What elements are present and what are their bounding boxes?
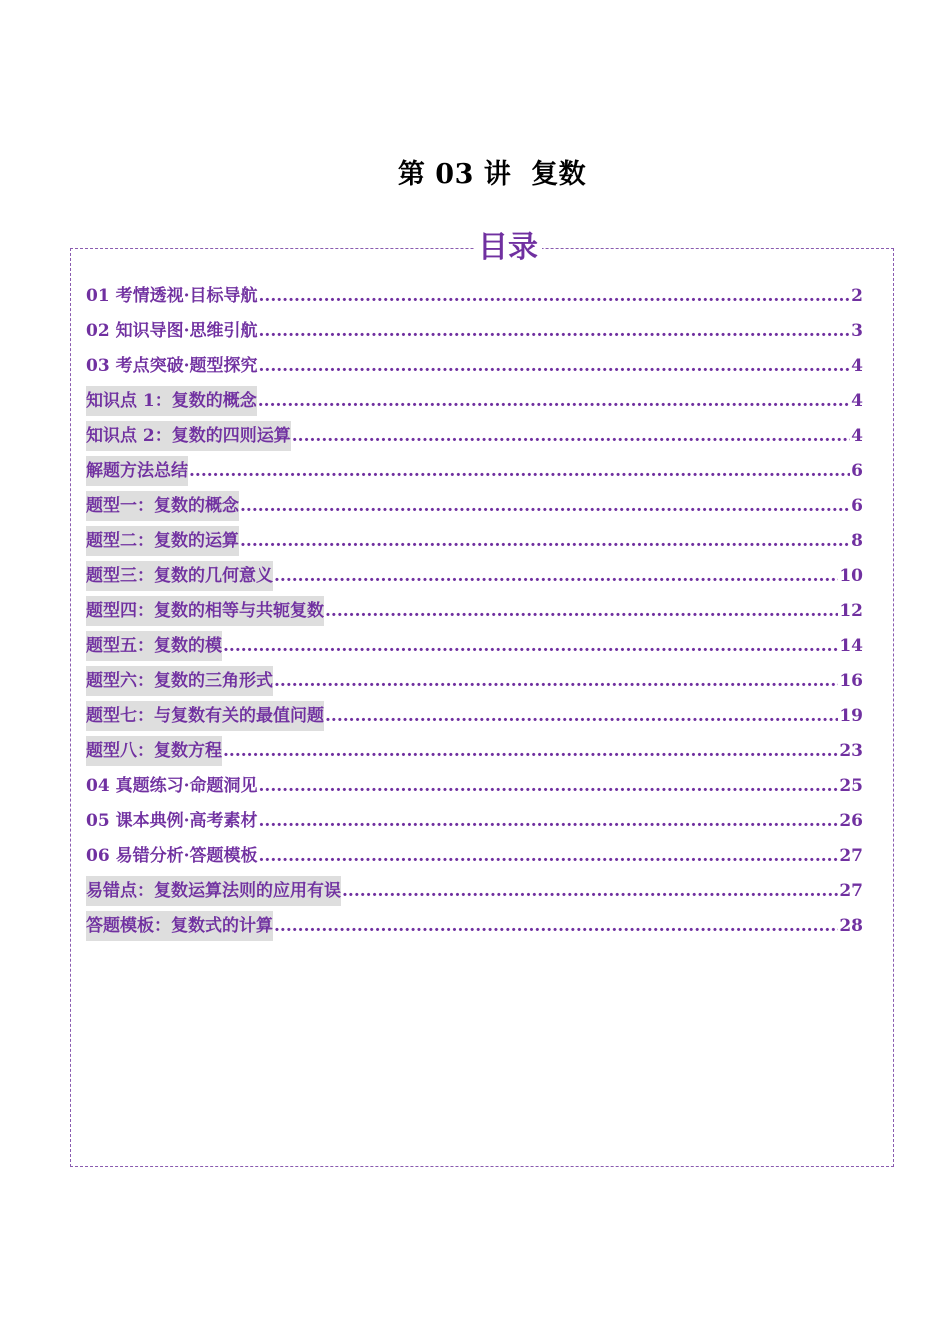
toc-leader-dots [259,806,839,836]
toc-heading [0,228,950,268]
toc-item-page: 10 [839,566,863,586]
toc-item[interactable] [86,666,863,701]
toc-list [86,281,863,946]
toc-item-page: 25 [839,776,863,796]
toc-leader-dots [325,596,838,626]
toc-leader-dots [259,351,851,381]
toc-leader-dots [223,631,838,661]
toc-item-label: 知识点 1：复数的概念 [86,386,257,416]
toc-item-page: 19 [839,706,863,726]
toc-item-label: 知识点 2：复数的四则运算 [86,421,291,451]
toc-item[interactable] [86,701,863,736]
toc-item-page: 4 [851,391,863,411]
toc-item-label: 04 真题练习·命题洞见 [86,776,258,796]
toc-leader-dots [223,736,838,766]
toc-item[interactable] [86,841,863,876]
toc-leader-dots [259,771,839,801]
toc-item-page: 14 [839,636,863,656]
toc-item-page: 2 [851,286,863,306]
toc-item-label: 题型六：复数的三角形式 [86,666,273,696]
toc-item-page: 27 [839,846,863,866]
toc-item-label: 解题方法总结 [86,456,188,486]
toc-leader-dots [259,841,839,871]
toc-leader-dots [274,561,838,591]
toc-leader-dots [259,281,851,311]
toc-item-label: 05 课本典例·高考素材 [86,811,258,831]
toc-leader-dots [189,456,850,486]
page-title: 第 03 讲 复数 [397,159,587,190]
toc-item-page: 12 [839,601,863,621]
toc-item[interactable] [86,911,863,946]
toc-item-page: 4 [851,426,863,446]
toc-leader-dots [258,386,850,416]
toc-item[interactable] [86,491,863,526]
toc-item-label: 03 考点突破·题型探究 [86,356,258,376]
toc-item-page: 6 [851,461,863,481]
toc-item-label: 题型五：复数的模 [86,631,222,661]
toc-item-label: 题型二：复数的运算 [86,526,239,556]
toc-item[interactable] [86,736,863,771]
toc-item[interactable] [86,281,863,316]
toc-item-page: 4 [851,356,863,376]
toc-leader-dots [274,666,838,696]
toc-item-page: 8 [851,531,863,551]
toc-item-label: 题型八：复数方程 [86,736,222,766]
toc-leader-dots [292,421,850,451]
toc-item-label: 题型七：与复数有关的最值问题 [86,701,324,731]
toc-item[interactable] [86,526,863,561]
toc-item[interactable] [86,456,863,491]
toc-item-page: 23 [839,741,863,761]
toc-item-page: 26 [839,811,863,831]
toc-item-page: 3 [851,321,863,341]
toc-leader-dots [342,876,838,906]
toc-item-label: 02 知识导图·思维引航 [86,321,258,341]
toc-item-label: 题型一：复数的概念 [86,491,239,521]
toc-item-label: 答题模板：复数式的计算 [86,911,273,941]
toc-leader-dots [240,526,850,556]
toc-item-label: 题型三：复数的几何意义 [86,561,273,591]
toc-item-page: 27 [839,881,863,901]
toc-leader-dots [325,701,838,731]
toc-item[interactable] [86,561,863,596]
toc-item[interactable] [86,876,863,911]
toc-leader-dots [274,911,838,941]
toc-item-page: 16 [839,671,863,691]
toc-item-page: 28 [839,916,863,936]
toc-item-label: 06 易错分析·答题模板 [86,846,258,866]
toc-item-page: 6 [851,496,863,516]
toc-item[interactable] [86,596,863,631]
toc-item-label: 01 考情透视·目标导航 [86,286,258,306]
toc-heading-text: 目录 [474,230,542,265]
toc-leader-dots [259,316,851,346]
toc-leader-dots [240,491,850,521]
toc-item-label: 题型四：复数的相等与共轭复数 [86,596,324,626]
toc-item[interactable] [86,386,863,421]
toc-item[interactable] [86,316,863,351]
toc-item[interactable] [86,631,863,666]
toc-item[interactable] [86,771,863,806]
toc-item[interactable] [86,421,863,456]
toc-item[interactable] [86,351,863,386]
toc-item-label: 易错点：复数运算法则的应用有误 [86,876,341,906]
toc-item[interactable] [86,806,863,841]
